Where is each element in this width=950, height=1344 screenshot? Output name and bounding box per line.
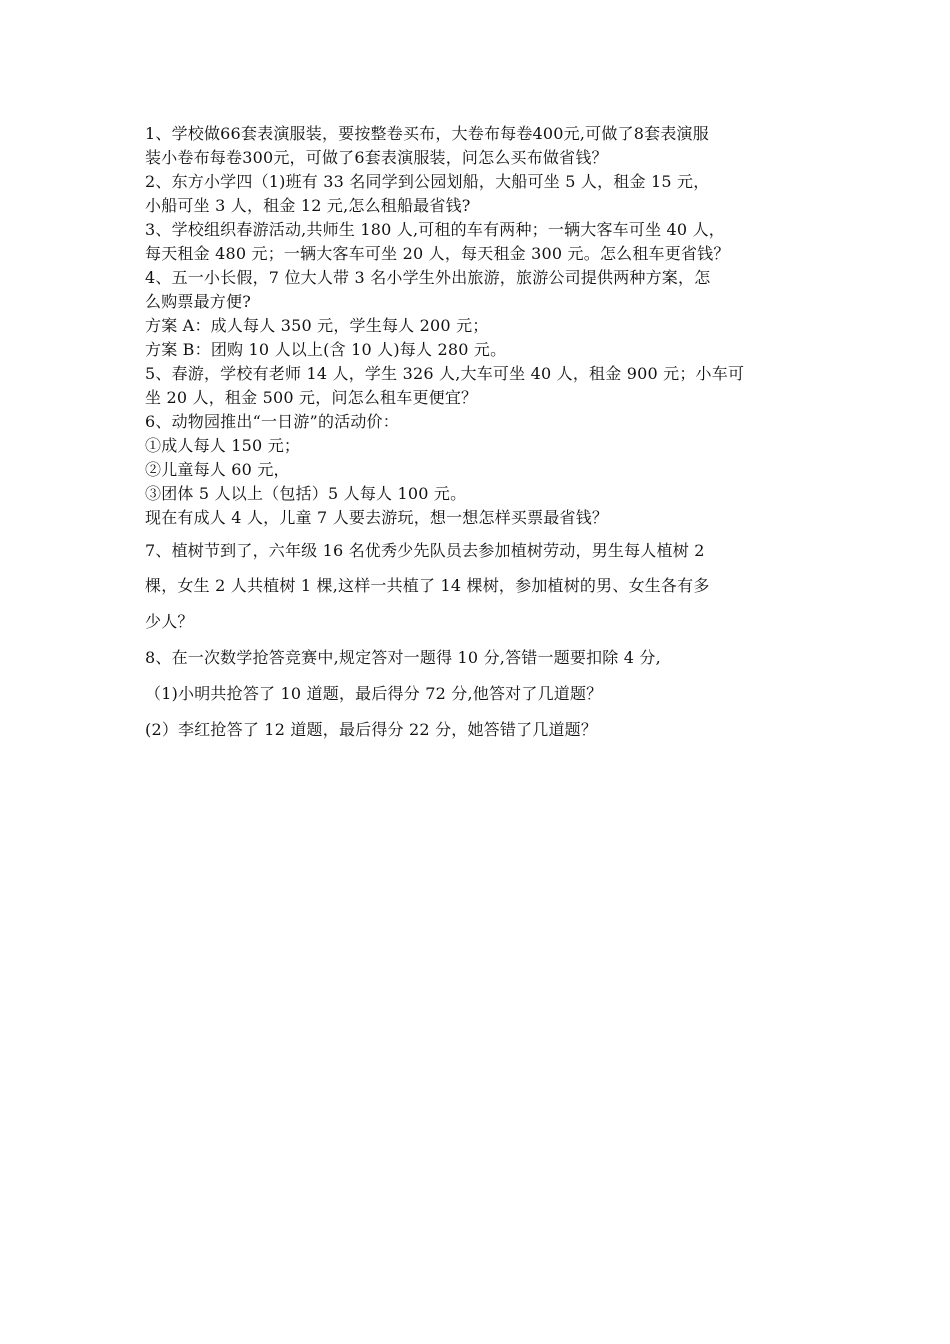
problem-1-line-2: 装小卷布每卷300元，可做了6套表演服装，问怎么买布做省钱？ — [145, 148, 608, 167]
problem-4-plan-b: 方案 B：团购 10 人以上(含 10 人)每人 280 元。 — [145, 340, 507, 359]
problem-6-option-1: ①成人每人 150 元； — [145, 436, 301, 455]
problem-6-option-2: ②儿童每人 60 元， — [145, 460, 290, 479]
problem-4-line-2: 么购票最方便? — [145, 292, 251, 311]
problem-4-line-1: 4、五一小长假，7 位大人带 3 名小学生外出旅游，旅游公司提供两种方案，怎 — [145, 268, 711, 287]
problem-6-option-3: ③团体 5 人以上（包括）5 人每人 100 元。 — [145, 484, 467, 503]
problem-8-part-1: （1)小明共抢答了 10 道题，最后得分 72 分,他答对了几道题？ — [145, 684, 603, 703]
problem-7-line-3: 少人？ — [145, 612, 194, 631]
problem-3-line-1: 3、学校组织春游活动,共师生 180 人,可租的车有两种；一辆大客车可坐 40 人， — [145, 220, 725, 239]
problem-4-plan-a: 方案 A：成人每人 350 元，学生每人 200 元； — [145, 316, 489, 335]
problem-6-line-1: 6、动物园推出“一日游”的活动价： — [145, 412, 399, 431]
problem-8-part-2: (2）李红抢答了 12 道题，最后得分 22 分，她答错了几道题？ — [145, 720, 598, 739]
problem-2-line-1: 2、东方小学四（1)班有 33 名同学到公园划船，大船可坐 5 人，租金 15 元， — [145, 172, 710, 191]
problem-6-question: 现在有成人 4 人，儿童 7 人要去游玩，想一想怎样买票最省钱？ — [145, 508, 609, 527]
problem-1-line-1: 1、学校做66套表演服装，要按整卷买布，大卷布每卷400元,可做了8套表演服 — [145, 124, 709, 143]
problem-5-line-1: 5、春游，学校有老师 14 人，学生 326 人,大车可坐 40 人，租金 900 元；小车可 — [145, 364, 745, 383]
problem-7-line-1: 7、植树节到了，六年级 16 名优秀少先队员去参加植树劳动，男生每人植树 2 — [145, 541, 705, 560]
problem-8-line-1: 8、在一次数学抢答竞赛中,规定答对一题得 10 分,答错一题要扣除 4 分, — [145, 648, 661, 667]
worksheet-body — [145, 122, 825, 748]
problem-7-line-2: 棵，女生 2 人共植树 1 棵,这样一共植了 14 棵树，参加植树的男、女生各有多 — [145, 576, 710, 595]
problem-3-line-2: 每天租金 480 元；一辆大客车可坐 20 人，每天租金 300 元。怎么租车更省钱？ — [145, 244, 730, 263]
problem-5-line-2: 坐 20 人，租金 500 元，问怎么租车更便宜？ — [145, 388, 478, 407]
problem-2-line-2: 小船可坐 3 人，租金 12 元,怎么租船最省钱? — [145, 196, 471, 215]
